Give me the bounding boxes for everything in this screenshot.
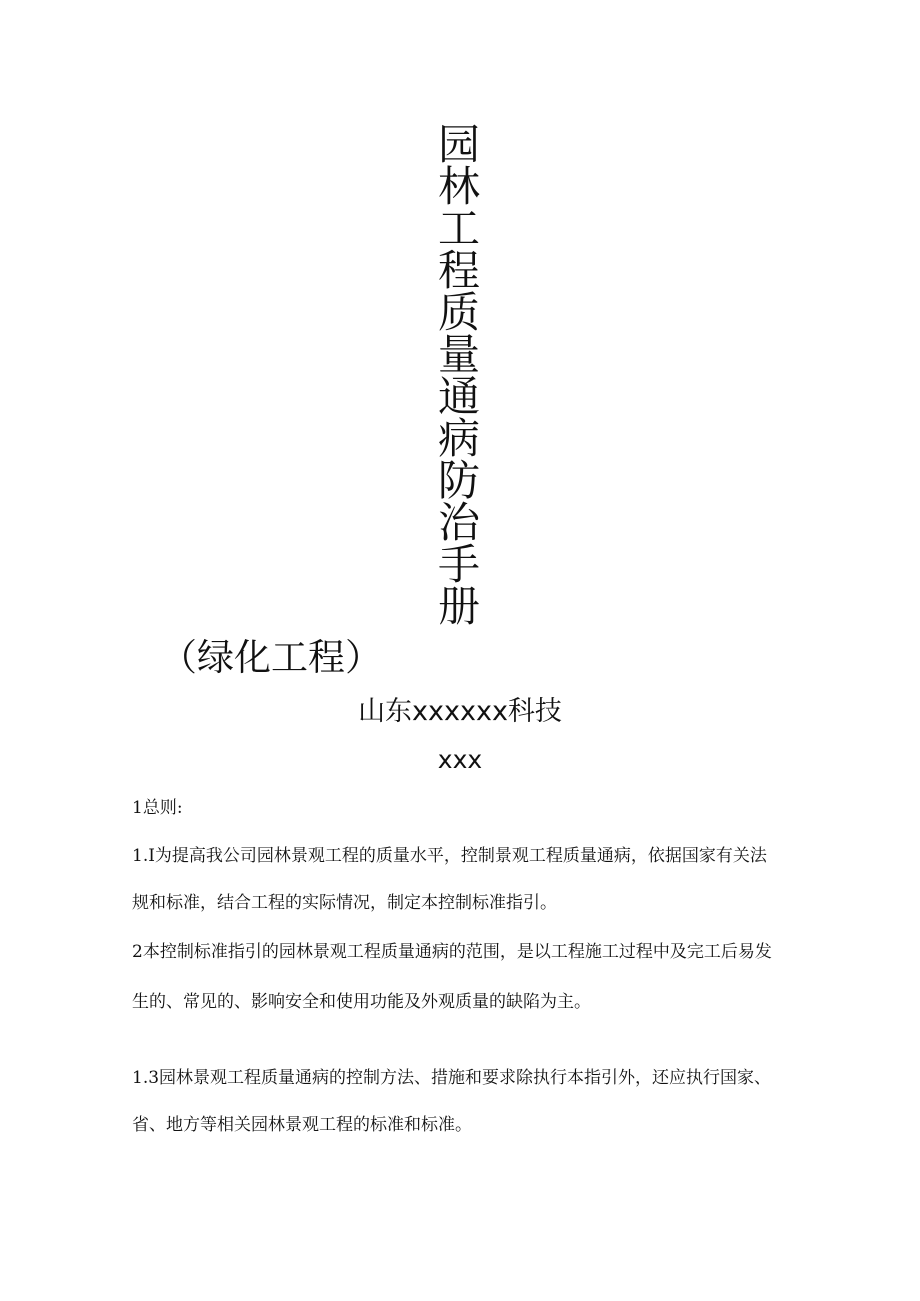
document-title: 园林工程质量通病防治手册 [432, 122, 481, 626]
section-heading: 1总则: [132, 798, 183, 818]
paragraph-1-1-line-2: 规和标准，结合工程的实际情况，制定本控制标准指引。 [132, 893, 557, 913]
paragraph-1-3-line-2: 省、地方等相关园林景观工程的标准和标准。 [132, 1115, 472, 1135]
paragraph-1-2-line-2: 生的、常见的、影响安全和使用功能及外观质量的缺陷为主。 [132, 992, 591, 1012]
paragraph-1-1-line-1: 1.I为提高我公司园林景观工程的质量水平，控制景观工程质量通病，依据国家有关法 [132, 846, 767, 866]
author-name: xxx [437, 745, 483, 774]
company-name: 山东xxxxxx科技 [358, 696, 562, 727]
paragraph-1-3-line-1: 1.3园林景观工程质量通病的控制方法、措施和要求除执行本指引外，还应执行国家、 [132, 1068, 772, 1088]
paragraph-1-2-line-1: 2本控制标准指引的园林景观工程质量通病的范围，是以工程施工过程中及完工后易发 [132, 942, 772, 962]
document-subtitle: （绿化工程） [160, 636, 382, 679]
